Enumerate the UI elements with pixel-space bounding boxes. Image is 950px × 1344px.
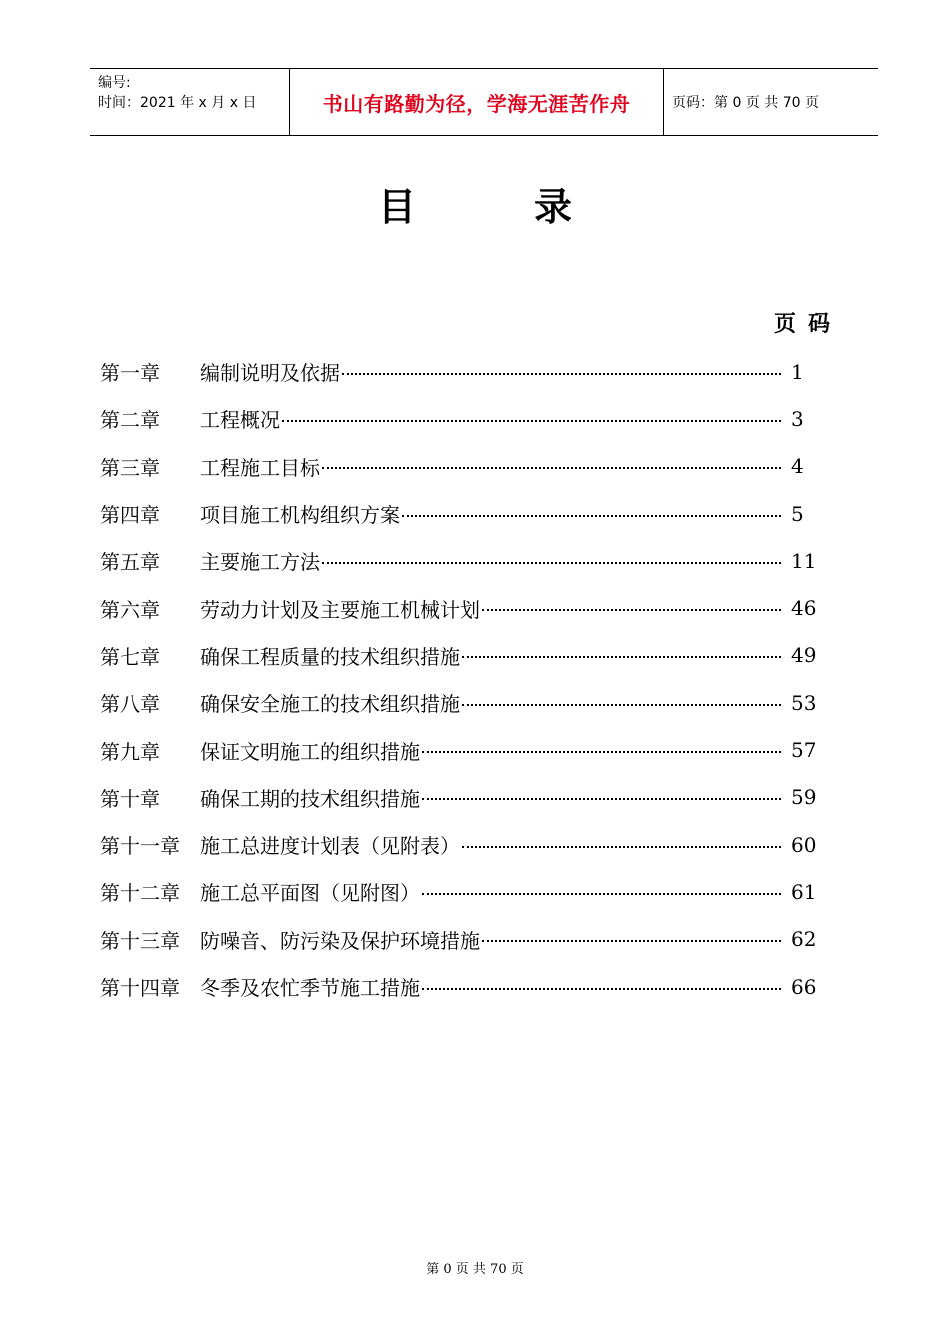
toc-chapter-number: 第十四章 xyxy=(100,976,180,1000)
toc-leader-dots xyxy=(482,940,781,942)
toc-leader-dots xyxy=(422,988,781,990)
toc-leader-dots xyxy=(422,751,781,753)
toc-leader-dots xyxy=(462,656,781,658)
toc-page-number: 61 xyxy=(791,879,817,904)
toc-chapter-title: 防噪音、防污染及保护环境措施 xyxy=(200,928,480,953)
toc-page-number: 66 xyxy=(791,974,817,999)
toc-leader-dots xyxy=(342,373,781,375)
header-motto: 书山有路勤为径，学海无涯苦作舟 xyxy=(290,69,664,135)
document-time-label: 时间：2021 年 x 月 x 日 xyxy=(98,95,257,111)
toc-chapter-number: 第三章 xyxy=(100,455,160,480)
toc-entry[interactable] xyxy=(100,348,835,395)
toc-page-number: 53 xyxy=(791,690,817,715)
header-page-info: 页码：第 0 页 共 70 页 xyxy=(672,95,819,111)
toc-page-number: 11 xyxy=(791,548,817,573)
toc-chapter-number: 第十章 xyxy=(100,786,160,811)
toc-page-number: 5 xyxy=(791,501,804,526)
toc-page-number: 59 xyxy=(791,785,817,810)
toc-page-number: 3 xyxy=(791,406,804,431)
toc-entry[interactable] xyxy=(100,679,835,726)
toc-chapter-number: 第六章 xyxy=(100,597,160,622)
toc-chapter-number: 第四章 xyxy=(100,503,160,528)
toc-entry[interactable] xyxy=(100,443,835,490)
toc-entry[interactable] xyxy=(100,963,835,1010)
toc-chapter-title: 保证文明施工的组织措施 xyxy=(200,739,420,764)
toc-chapter-number: 第一章 xyxy=(100,361,160,386)
toc-leader-dots xyxy=(462,846,781,848)
toc-chapter-number: 第九章 xyxy=(100,739,160,764)
toc-chapter-title: 工程概况 xyxy=(200,408,280,433)
toc-page-number: 49 xyxy=(791,643,817,668)
toc-chapter-title: 施工总进度计划表（见附表） xyxy=(200,834,460,859)
toc-chapter-title: 确保工期的技术组织措施 xyxy=(200,786,420,811)
toc-chapter-title: 劳动力计划及主要施工机械计划 xyxy=(200,597,480,622)
toc-chapter-title: 冬季及农忙季节施工措施 xyxy=(200,976,420,1000)
table-of-contents xyxy=(100,348,835,1010)
toc-leader-dots xyxy=(322,467,781,469)
toc-page-number: 60 xyxy=(791,832,817,857)
toc-chapter-number: 第十一章 xyxy=(100,834,180,859)
toc-chapter-title: 编制说明及依据 xyxy=(200,361,340,386)
toc-chapter-number: 第八章 xyxy=(100,692,160,717)
toc-chapter-title: 主要施工方法 xyxy=(200,550,320,575)
toc-leader-dots xyxy=(322,562,781,564)
toc-entry[interactable] xyxy=(100,584,835,631)
toc-chapter-title: 确保安全施工的技术组织措施 xyxy=(200,692,460,717)
toc-leader-dots xyxy=(462,704,781,706)
toc-chapter-title: 确保工程质量的技术组织措施 xyxy=(200,644,460,669)
page-footer: 第 0 页 共 70 页 xyxy=(426,1262,524,1277)
toc-chapter-number: 第十二章 xyxy=(100,881,180,906)
toc-page-number: 57 xyxy=(791,738,817,763)
toc-chapter-number: 第十三章 xyxy=(100,928,180,953)
toc-entry[interactable] xyxy=(100,916,835,963)
toc-page-number: 4 xyxy=(791,454,804,479)
toc-chapter-number: 第五章 xyxy=(100,550,160,575)
toc-entry[interactable] xyxy=(100,821,835,868)
toc-leader-dots xyxy=(422,798,781,800)
toc-page-number: 1 xyxy=(791,359,804,384)
toc-chapter-title: 项目施工机构组织方案 xyxy=(200,503,400,528)
toc-leader-dots xyxy=(282,420,781,422)
toc-entry[interactable] xyxy=(100,868,835,915)
page-title: 目录 xyxy=(377,185,690,229)
toc-chapter-number: 第七章 xyxy=(100,644,160,669)
toc-leader-dots xyxy=(422,893,781,895)
page-header xyxy=(90,68,878,136)
document-number-label: 编号: xyxy=(98,75,131,91)
toc-entry[interactable] xyxy=(100,632,835,679)
toc-entry[interactable] xyxy=(100,726,835,773)
toc-chapter-title: 工程施工目标 xyxy=(200,455,320,480)
toc-entry[interactable] xyxy=(100,537,835,584)
toc-entry[interactable] xyxy=(100,490,835,537)
toc-chapter-title: 施工总平面图（见附图） xyxy=(200,881,420,906)
header-meta xyxy=(90,69,290,135)
toc-page-number: 46 xyxy=(791,596,817,621)
toc-leader-dots xyxy=(402,515,781,517)
toc-chapter-number: 第二章 xyxy=(100,408,160,433)
toc-entry[interactable] xyxy=(100,774,835,821)
page-column-label: 页码 xyxy=(773,312,842,337)
toc-entry[interactable] xyxy=(100,395,835,442)
toc-page-number: 62 xyxy=(791,927,817,952)
toc-leader-dots xyxy=(482,609,781,611)
